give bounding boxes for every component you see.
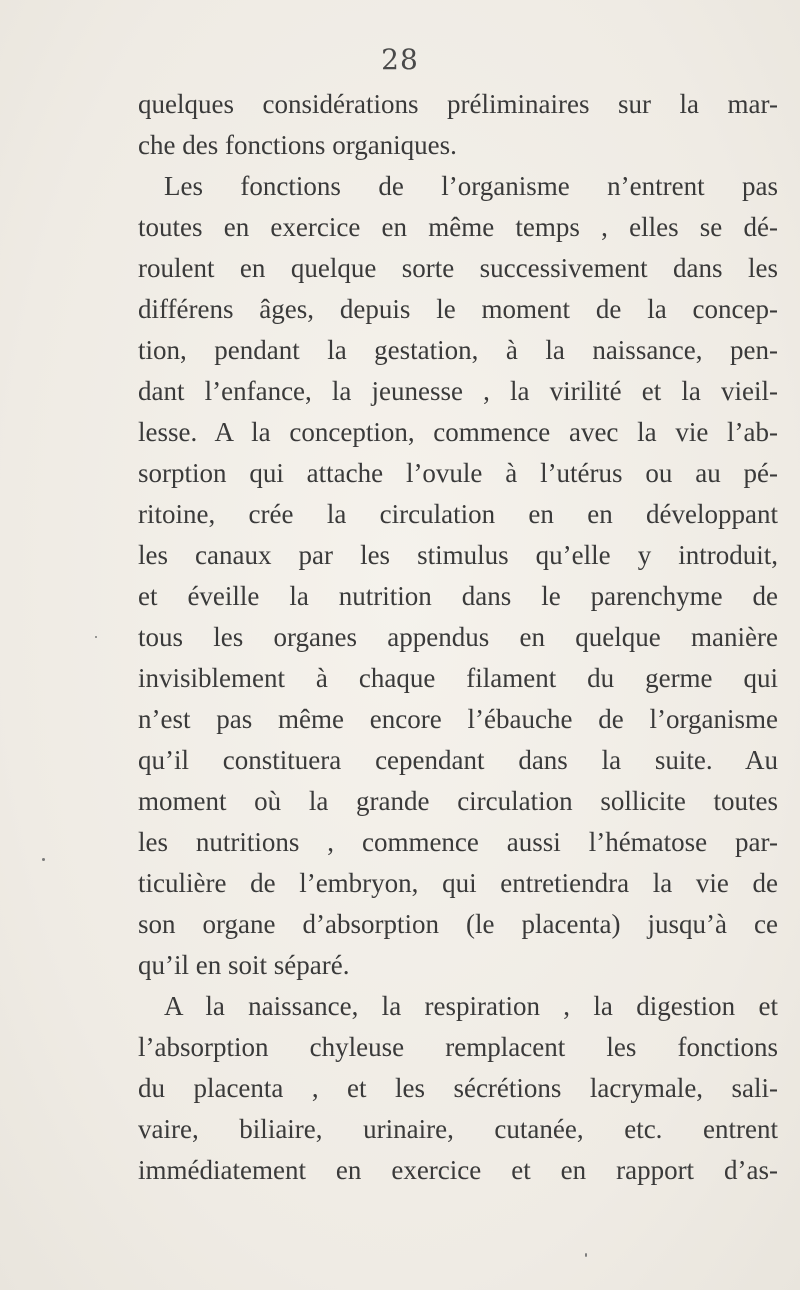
ink-speck — [42, 858, 45, 861]
text-line: moment où la grande circulation sollicite toutes — [138, 786, 778, 816]
text-line: ticulière de l’embryon, qui entretiendra la vie de — [138, 868, 778, 898]
text-line: tion, pendant la gestation, à la naissance, pen- — [138, 335, 778, 365]
text-line: l’absorption chyleuse remplacent les fonctions — [138, 1032, 778, 1062]
page-number: 28 — [381, 43, 419, 76]
text-line: différens âges, depuis le moment de la concep- — [138, 294, 778, 324]
text-line: quelques considérations préliminaires sur la mar- — [138, 89, 778, 119]
text-line: invisiblement à chaque filament du germe qui — [138, 663, 778, 693]
body-text — [138, 84, 778, 1191]
text-line: roulent en quelque sorte successivement dans les — [138, 253, 778, 283]
text-line: lesse. A la conception, commence avec la vie l’ab- — [138, 417, 778, 447]
text-line: Les fonctions de l’organisme n’entrent pas — [164, 171, 778, 201]
text-line: les canaux par les stimulus qu’elle y introduit, — [138, 540, 778, 570]
text-line: ritoine, crée la circulation en en développant — [138, 499, 778, 529]
ink-speck — [95, 636, 97, 638]
text-line: qu’il en soit séparé. — [138, 950, 350, 980]
text-line: toutes en exercice en même temps , elles se dé- — [138, 212, 778, 242]
text-line: dant l’enfance, la jeunesse , la virilité et la vieil- — [138, 376, 778, 406]
text-line: n’est pas même encore l’ébauche de l’organisme — [138, 704, 778, 734]
text-line: du placenta , et les sécrétions lacrymale, sali- — [138, 1073, 778, 1103]
text-line: sorption qui attache l’ovule à l’utérus ou au pé- — [138, 458, 778, 488]
text-line: les nutritions , commence aussi l’hématose par- — [138, 827, 778, 857]
text-line: tous les organes appendus en quelque manière — [138, 622, 778, 652]
text-line: A la naissance, la respiration , la digestion et — [164, 991, 778, 1021]
ink-speck — [585, 1253, 587, 1257]
text-line: vaire, biliaire, urinaire, cutanée, etc. entrent — [138, 1114, 778, 1144]
text-line: immédiatement en exercice et en rapport d’as- — [138, 1155, 778, 1185]
text-line: son organe d’absorption (le placenta) jusqu’à ce — [138, 909, 778, 939]
text-line: che des fonctions organiques. — [138, 130, 457, 160]
text-line: et éveille la nutrition dans le parenchyme de — [138, 581, 778, 611]
text-line: qu’il constituera cependant dans la suite. Au — [138, 745, 778, 775]
